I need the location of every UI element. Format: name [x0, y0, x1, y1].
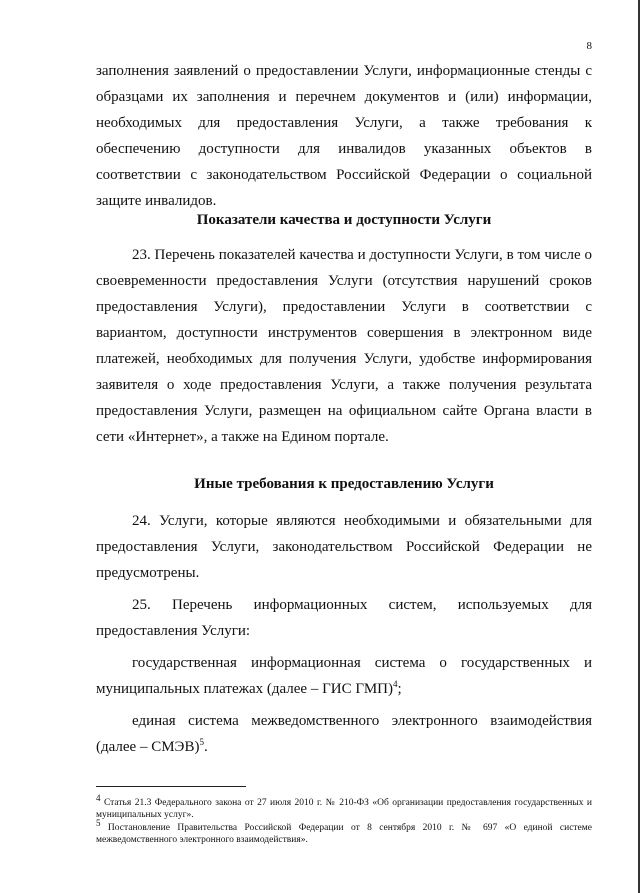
paragraph-23-block [96, 242, 592, 450]
list-item-gis-gmp [96, 650, 592, 702]
footnote-mark-4: 4 [96, 792, 101, 803]
footnote-ref-5: 5 [199, 737, 204, 747]
footnote-ref-4: 4 [392, 679, 398, 689]
list-item-smev [96, 708, 592, 760]
footnote-5 [96, 817, 593, 846]
paragraphs-24-25-block [96, 508, 592, 760]
list-item-gis-gmp-text: государственная информационная система о государственных и муниципальных платежах (далее – ГИС ГМП) [96, 655, 592, 697]
footnote-4-text: Статья 21.3 Федерального закона от 27 июля 2010 г. № 210-ФЗ «Об организации предоставления государственных и муниципальных услуг». [96, 798, 592, 820]
section-heading-quality: Показатели качества и доступности Услуги [196, 212, 492, 228]
footnotes [96, 792, 593, 847]
list-item-smev-suffix: . [203, 739, 208, 755]
footnote-5-text: Постановление Правительства Российской Федерации от 8 сентября 2010 г. № 697 «О единой системе межведомственного электронного взаимодействия». [96, 823, 593, 845]
section-heading-other-requirements: Иные требования к предоставлению Услуги [194, 476, 494, 492]
list-item-gis-gmp-suffix: ; [397, 681, 402, 697]
intro-paragraph: заполнения заявлений о предоставлении Услуги, информационные стенды с образцами их заполнения и перечнем документов и (или) информации, необходимых для предоставления Услуги, а также требования к обеспечению доступности для инвалидов указанных объектов в соответствии с законодательством Российской Федерации о социальной защите инвалидов. [96, 63, 592, 209]
paragraph-25: 25. Перечень информационных систем, используемых для предоставления Услуги: [96, 597, 592, 639]
paragraph-24: 24. Услуги, которые являются необходимыми и обязательными для предоставления Услуги, законодательством Российской Федерации не предусмотрены. [96, 513, 592, 581]
paragraph-23: 23. Перечень показателей качества и доступности Услуги, в том числе о своевременности предоставления Услуги (отсутствия нарушений сроков предоставления Услуги), предоставлении Услуги в соответствии с вариантом, доступности инструментов совершения в электронном виде платежей, необходимых для получения Услуги, удобстве информирования заявителя о ходе предоставления Услуги, а также получения результата предоставления Услуги, размещен на официальном сайте Органа власти в сети «Интернет», а также на Едином портале. [96, 247, 592, 445]
page-number: 8 [586, 40, 592, 52]
footnote-4 [96, 792, 592, 821]
list-item-smev-text: единая система межведомственного электронного взаимодействия (далее – СМЭВ) [96, 713, 592, 755]
footnote-separator [96, 786, 246, 787]
intro-paragraph-block [96, 58, 592, 214]
footnote-mark-5: 5 [96, 817, 101, 828]
